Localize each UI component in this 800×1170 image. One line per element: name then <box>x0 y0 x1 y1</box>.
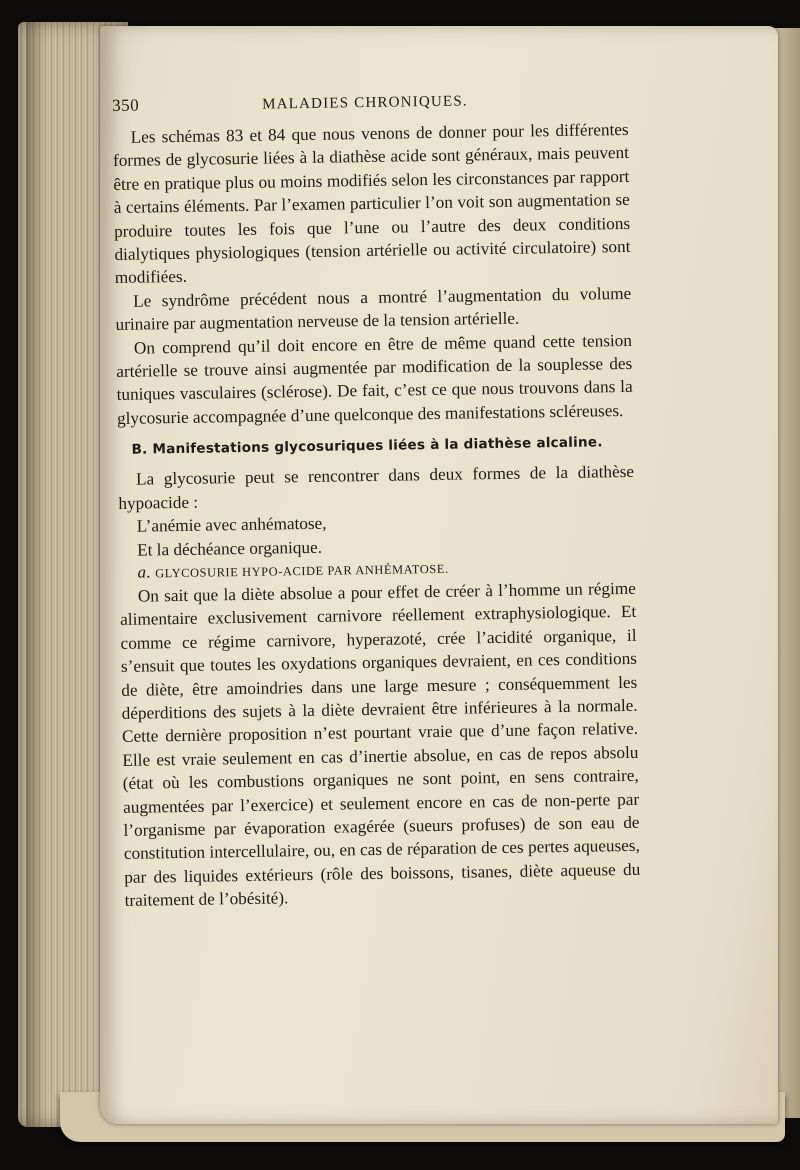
paragraph: Les schémas 83 et 84 que nous venons de donner pour les différentes formes de glycosurie liées à la diathèse acide sont généraux, mais peuvent être en pratique plus ou moins modifiés selon les circonstances par rapport à certains éléments. Par l’examen particulier l’on voit son augmentation se produire toutes les fois que l’une ou l’autre des deux conditions dialytiques physiologiques (tension artérielle ou activité circulatoire) sont modifiées. <box>112 119 631 288</box>
running-title: MALADIES CHRONIQUES. <box>262 93 468 113</box>
list-line: Et la déchéance organique. <box>136 537 323 560</box>
paragraph: On sait que la diète absolue a pour effet de créer à l’homme un régime alimentaire exclusivement carnivore réellement extraphysiologique. Et comme ce régime carnivore, hyperazoté, crée l’acidité organique, il s’ensuit que toutes les oxydations organiques devraient, en ces conditions de diète, être amoindries dans une large mesure ; conséquemment les déperditions des sujets à la diète devraient être inférieures à la normale. Cette dernière proposition n’est pourtant vraie que d’une façon relative. Elle est vraie seulement en cas d’inertie absolue, en cas de repos absolu (état où les combustions organiques ne sont point, en sens contraire, augmentées par l’exercice) et seulement encore en cas de non-perte par l’organisme par évaporation exagérée (sueurs profuses) de son eau de constitution intercellulaire, ou, en cas de réparation de ces pertes aqueuses, par des liquides extérieurs (rôle des boissons, tisanes, diète aqueuse du traitement de l’obésité). <box>120 578 641 911</box>
section-heading: B. Manifestations glycosuriques liées à la diathèse alcaline. <box>131 434 603 459</box>
page-number: 350 <box>112 95 140 115</box>
paragraph: Le syndrôme précédent nous a montré l’augmentation du volume urinaire par augmentation nerveuse de la tension artérielle. <box>115 283 632 335</box>
paragraph: On comprend qu’il doit encore en être de même quand cette tension artérielle se trouve ainsi augmentée par modification de la souplesse des tuniques vasculaires (sclérose). De fait, c’est ce que nous trouvons dans la glycosurie accompagnée d’une quelconque des manifestations scléreuses. <box>116 330 633 428</box>
paragraph: La glycosurie peut se rencontrer dans deux formes de la diathèse hypoacide : <box>118 462 635 513</box>
page-text <box>112 88 641 913</box>
sub-heading-text: GLYCOSURIE HYPO-ACIDE PAR ANHÉMATOSE. <box>155 561 449 581</box>
sub-heading-letter: a. <box>137 562 152 582</box>
list-line: L’anémie avec anhématose, <box>136 513 327 536</box>
